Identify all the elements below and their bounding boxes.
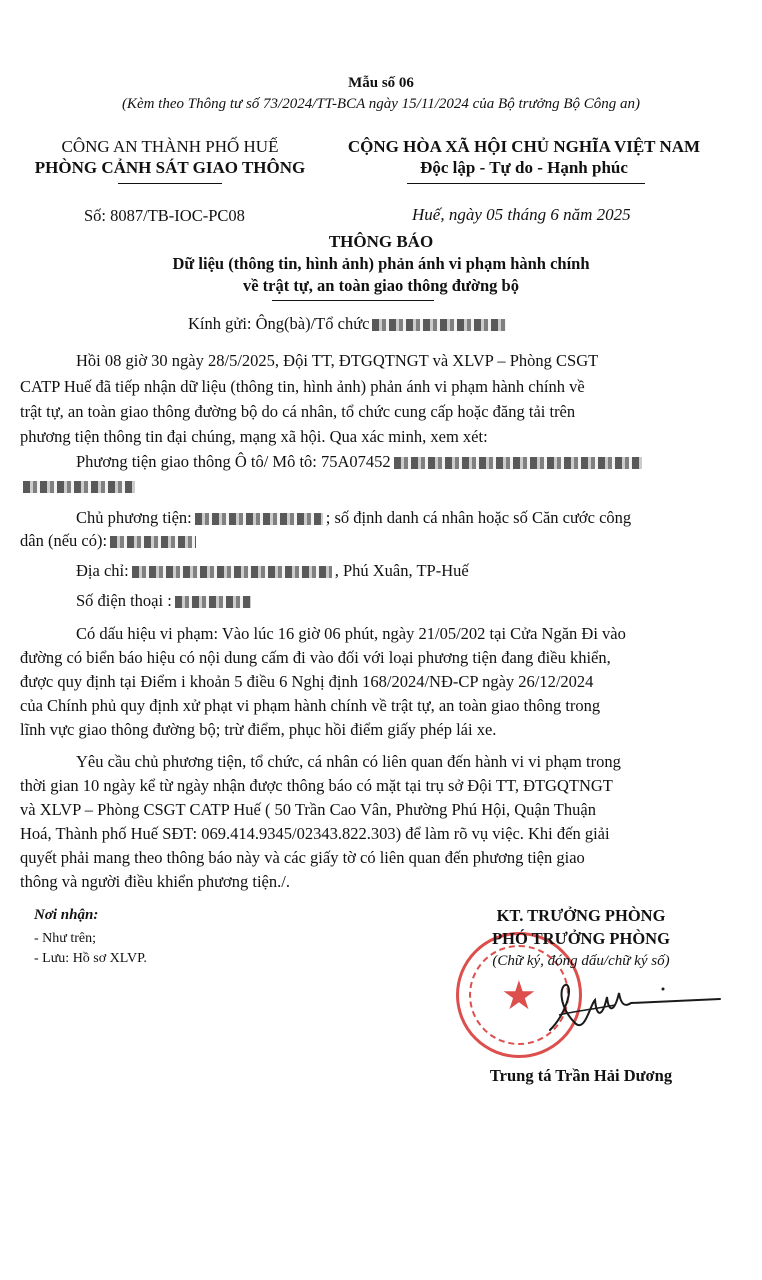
redacted-vehicle-cont [23,481,135,493]
redacted-citizen-id [110,536,196,548]
redacted-vehicle [394,457,642,469]
text-line: Có dấu hiệu vi phạm: Vào lúc 16 giờ 06 phút, ngày 21/05/202 tại Cửa Ngăn Đi vào [76,624,626,643]
agency-line2: PHÒNG CẢNH SÁT GIAO THÔNG [34,158,306,177]
subtitle-underline [272,300,434,301]
redacted-recipient [372,319,506,331]
owner-label: Chủ phương tiện: [76,508,192,527]
text-line: được quy định tại Điểm i khoản 5 điều 6 Nghị định 168/2024/NĐ-CP ngày 26/12/2024 [20,672,594,691]
text-line: lĩnh vực giao thông đường bộ; trừ điểm, phục hồi điểm giấy phép lái xe. [20,720,497,739]
owner-line [76,508,631,528]
recipient-line [188,314,509,334]
phone-label: Số điện thoại : [76,591,172,610]
citizen-label: dân (nếu có): [20,531,108,550]
address-tail: , Phú Xuân, TP-Huế [334,561,469,580]
place-date: Huế, ngày 05 tháng 6 năm 2025 [412,205,631,224]
redacted-address [132,566,332,578]
motto-underline [407,183,645,184]
receivers-title: Nơi nhận: [34,907,99,923]
redacted-phone [175,596,251,608]
citizen-line [20,531,199,551]
document-subtitle-1: Dữ liệu (thông tin, hình ảnh) phản ánh vi phạm hành chính [172,254,590,273]
receiver-item: - Như trên; [34,931,97,946]
text-line: Hồi 08 giờ 30 ngày 28/5/2025, Đội TT, ĐTGQTNGT và XLVP – Phòng CSGT [76,351,599,370]
form-note: (Kèm theo Thông tư số 73/2024/TT-BCA ngày 15/11/2024 của Bộ trưởng Bộ Công an) [121,96,641,112]
address-line [76,561,469,581]
document-number: Số: 8087/TB-IOC-PC08 [84,206,245,225]
text-line: Hoá, Thành phố Huế SĐT: 069.414.9345/02343.822.303) để làm rõ vụ việc. Khi đến giải [20,824,610,843]
handwritten-signature [545,975,725,1050]
agency-underline [118,183,222,184]
signature-note: (Chữ ký, đóng dấu/chữ ký số) [492,953,670,969]
signer-position: PHÓ TRƯỞNG PHÒNG [492,929,670,948]
address-label: Địa chỉ: [76,561,129,580]
redacted-owner [195,513,323,525]
document-subtitle-2: về trật tự, an toàn giao thông đường bộ [242,276,519,295]
text-line: thời gian 10 ngày kể từ ngày nhận được thông báo có mặt tại trụ sở Đội TT, ĐTGQTNGT [20,776,613,795]
stamp-star-icon: ★ [501,973,537,1019]
recipient-label: Kính gửi: Ông(bà)/Tổ chức [188,314,370,333]
receiver-item: - Lưu: Hồ sơ XLVP. [34,951,147,966]
form-number: Mẫu số 06 [348,75,414,91]
text-line: quyết phải mang theo thông báo này và các giấy tờ có liên quan đến phương tiện giao [20,848,585,867]
phone-line [76,591,254,611]
signer-title: KT. TRƯỞNG PHÒNG [496,906,666,925]
text-line: thông và người điều khiển phương tiện./. [20,872,290,891]
nation-motto: Độc lập - Tự do - Hạnh phúc [420,158,628,177]
vehicle-text: Phương tiện giao thông Ô tô/ Mô tô: 75A07452 [76,452,391,471]
text-line: của Chính phủ quy định xử phạt vi phạm hành chính về trật tự, an toàn giao thông trong [20,696,601,715]
text-line: Yêu cầu chủ phương tiện, tổ chức, cá nhân có liên quan đến hành vi vi phạm trong [76,752,621,771]
signer-name: Trung tá Trần Hải Dương [489,1066,673,1085]
text-line: CATP Huế đã tiếp nhận dữ liệu (thông tin, hình ảnh) phản ánh vi phạm hành chính về [20,377,585,396]
nation-line1: CỘNG HÒA XÃ HỘI CHỦ NGHĨA VIỆT NAM [347,137,701,156]
document-title: THÔNG BÁO [328,232,434,251]
vehicle-line [76,452,645,472]
text-line: và XLVP – Phòng CSGT CATP Huế ( 50 Trần Cao Vân, Phường Phú Hội, Quận Thuận [20,800,596,819]
text-line: đường có biển báo hiệu có nội dung cấm đi vào đối với loại phương tiện đang điều khiển, [20,648,611,667]
agency-line1: CÔNG AN THÀNH PHỐ HUẾ [61,137,279,156]
owner-tail: ; số định danh cá nhân hoặc số Căn cước công [325,508,632,527]
text-line: phương tiện thông tin đại chúng, mạng xã hội. Qua xác minh, xem xét: [20,427,488,446]
text-line: trật tự, an toàn giao thông đường bộ do cá nhân, tổ chức cung cấp hoặc đăng tải trên [20,402,576,421]
vehicle-line-2 [20,478,138,496]
